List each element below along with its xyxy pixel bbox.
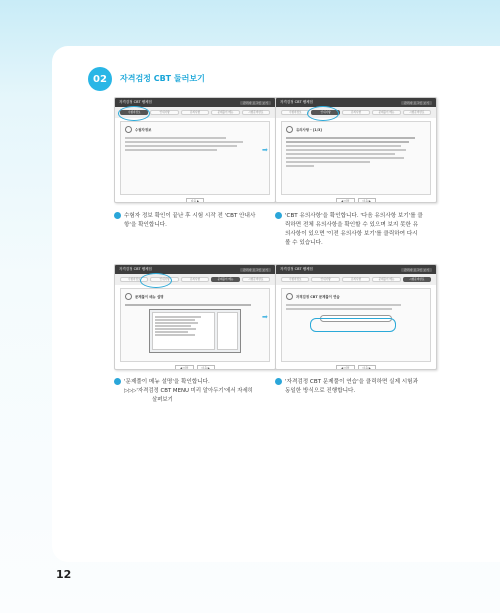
next-button: 다음 ▶: [358, 198, 376, 203]
tab-examinee-info: 수험자정보: [281, 277, 309, 282]
bullet-icon: [114, 378, 121, 385]
tab-menu: 문제풀이 메뉴: [372, 277, 400, 282]
tab-ready: 시험준비완료: [242, 110, 270, 115]
screen-body: [120, 121, 270, 195]
tab-guide: 안내사항: [150, 110, 178, 115]
exam-screen-preview: [149, 309, 241, 353]
info-icon: [286, 126, 293, 133]
screen-title: 자격검정 CBT 웹체험: [280, 267, 313, 271]
tab-notice: 유의사항: [181, 110, 209, 115]
page-number: 12: [56, 568, 72, 581]
next-button: 다음 ▶: [358, 365, 376, 370]
prev-button: ◀ 이전: [175, 365, 193, 370]
screen-body: [120, 288, 270, 362]
screen-heading: 자격검정 CBT 문제풀이 연습: [296, 295, 340, 299]
tab-ready: 시험준비완료: [403, 110, 431, 115]
tab-guide: 안내사항: [311, 110, 339, 115]
next-arrow-icon: ➡: [262, 146, 268, 154]
highlight-ring: [307, 106, 339, 121]
tab-examinee-info: 수험자정보: [281, 110, 309, 115]
screen-top-button: 관리자 로그인 보기: [240, 268, 271, 272]
tab-examinee-info: 수험자정보: [120, 110, 148, 115]
screen-top-button: 관리자 로그인 보기: [240, 101, 271, 105]
next-arrow-icon: ➡: [262, 313, 268, 321]
tab-notice: 유의사항: [342, 277, 370, 282]
info-icon: [125, 126, 132, 133]
next-button: 다음 ▶: [186, 198, 204, 203]
caption-step-3: '문제풀이 메뉴 설명'을 확인합니다. ▷▷▷'자격검정 CBT MENU 미리 알아두기'에서 자세히 살펴보기: [114, 378, 264, 405]
next-button: 다음 ▶: [197, 365, 215, 370]
tab-menu: 문제풀이 메뉴: [372, 110, 400, 115]
caption-step-4: '자격검정 CBT 문제풀이 연습'을 클릭하면 실제 시험과 동일한 방식으로 진행합니다.: [275, 378, 443, 396]
screenshot-menu-guide: [114, 264, 276, 370]
prev-button: ◀ 이전: [336, 198, 354, 203]
section-number-badge: 02: [88, 67, 112, 91]
prev-button: ◀ 이전: [336, 365, 354, 370]
screen-title: 자격검정 CBT 웹체험: [119, 267, 152, 271]
tab-examinee-info: 수험자정보: [120, 277, 148, 282]
screen-tabs: [115, 274, 275, 285]
screen-tabs: [276, 107, 436, 118]
caption-step-1: 수험자 정보 확인이 끝난 후 시험 시작 전 'CBT 안내사 항'을 확인합니다.: [114, 212, 264, 230]
screenshot-practice: [275, 264, 437, 370]
screen-heading: 문제풀이 메뉴 설명: [135, 295, 164, 299]
tab-menu: 문제풀이 메뉴: [211, 277, 239, 282]
bullet-icon: [114, 212, 121, 219]
tab-guide: 안내사항: [311, 277, 339, 282]
screen-title: 자격검정 CBT 웹체험: [119, 100, 152, 104]
caption-step-2: 'CBT 유의사항'을 확인합니다. '다음 유의사항 보기'를 클 릭하면 전체 유의사항을 확인할 수 있으며 보지 못한 유 의사항이 있으면 '이전 유의사항 보기'를 클릭하여 다시 볼 수 있습니다.: [275, 212, 443, 248]
tab-guide: 안내사항: [150, 277, 178, 282]
screen-body: [281, 121, 431, 195]
tab-notice: 유의사항: [342, 110, 370, 115]
info-icon: [125, 293, 132, 300]
bullet-icon: [275, 212, 282, 219]
screen-tabs: [276, 274, 436, 285]
bullet-icon: [275, 378, 282, 385]
screen-title: 자격검정 CBT 웹체험: [280, 100, 313, 104]
screen-heading: 유의사항 - [1/3]: [296, 128, 322, 132]
tab-notice: 유의사항: [181, 277, 209, 282]
tab-menu: 문제풀이 메뉴: [211, 110, 239, 115]
highlight-ring: [118, 106, 150, 121]
screen-top-button: 관리자 로그인 보기: [401, 268, 432, 272]
tab-ready: 시험준비완료: [403, 277, 431, 282]
screenshot-cbt-notice: [275, 97, 437, 203]
screen-top-button: 관리자 로그인 보기: [401, 101, 432, 105]
highlight-ring: [140, 273, 172, 288]
highlight-ring: [310, 318, 396, 332]
info-icon: [286, 293, 293, 300]
screen-heading: 수험자정보: [135, 128, 152, 132]
section-title: 자격검정 CBT 둘러보기: [120, 74, 205, 83]
tab-ready: 시험준비완료: [242, 277, 270, 282]
